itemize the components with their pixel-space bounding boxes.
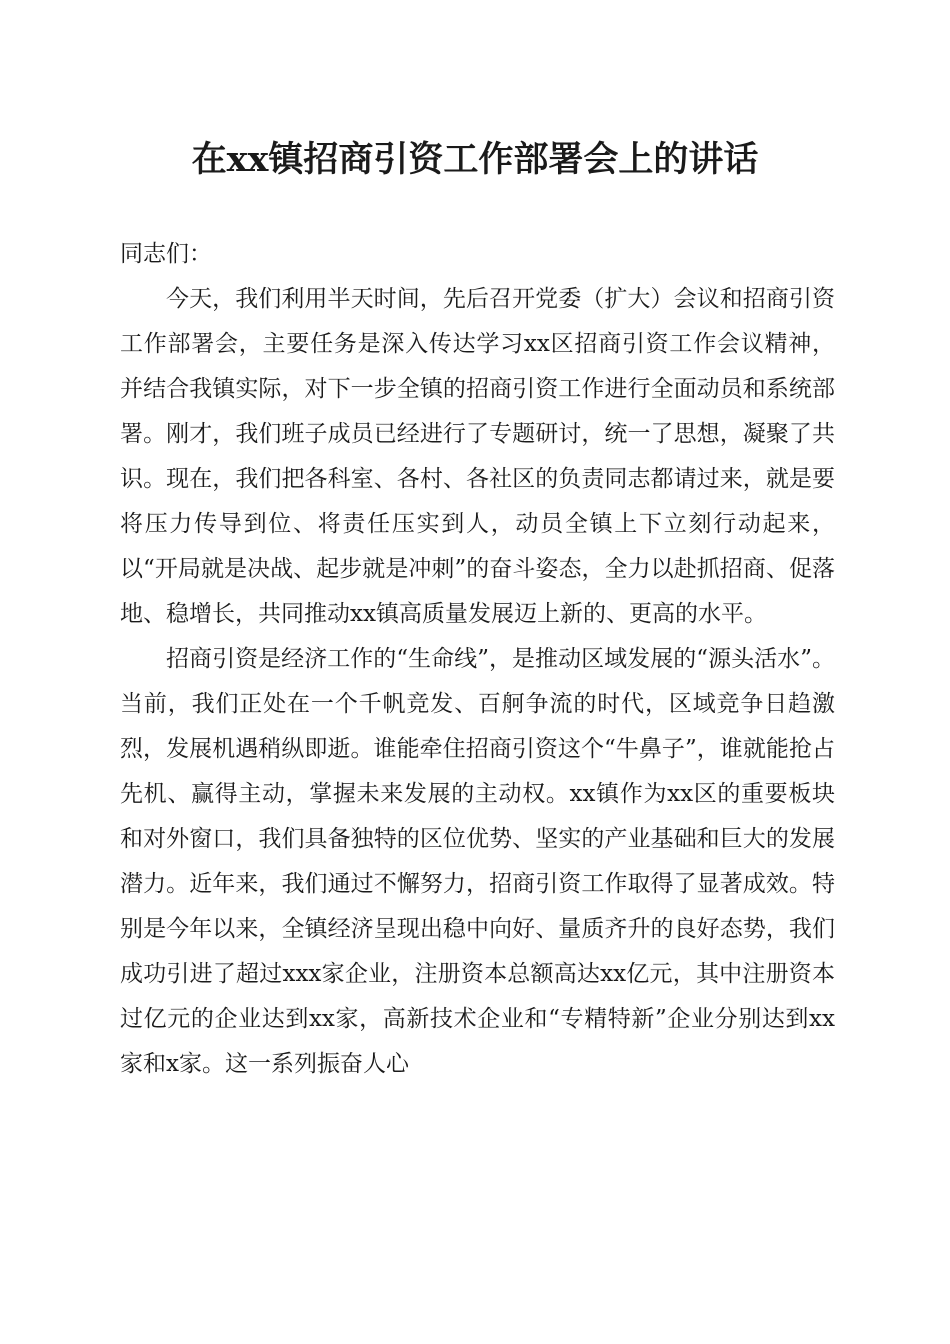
- paragraph: 今天，我们利用半天时间，先后召开党委（扩大）会议和招商引资工作部署会，主要任务是深入传达学习xx区招商引资工作会议精神，并结合我镇实际，对下一步全镇的招商引资工作进行全面动员和系统部署。刚才，我们班子成员已经进行了专题研讨，统一了思想，凝聚了共识。现在，我们把各科室、各村、各社区的负责同志都请过来，就是要将压力传导到位、将责任压实到人，动员全镇上下立刻行动起来，以“开局就是决战、起步就是冲刺”的奋斗姿态，全力以赴抓招商、促落地、稳增长，共同推动xx镇高质量发展迈上新的、更高的水平。: [120, 286, 835, 627]
- document-title: 在xx镇招商引资工作部署会上的讲话: [191, 139, 759, 180]
- paragraph: 招商引资是经济工作的“生命线”，是推动区域发展的“源头活水”。当前，我们正处在一个千帆竞发、百舸争流的时代，区域竞争日趋激烈，发展机遇稍纵即逝。谁能牵住招商引资这个“牛鼻子”，谁就能抢占先机、赢得主动，掌握未来发展的主动权。xx镇作为xx区的重要板块和对外窗口，我们具备独特的区位优势、坚实的产业基础和巨大的发展潜力。近年来，我们通过不懈努力，招商引资工作取得了显著成效。特别是今年以来，全镇经济呈现出稳中向好、量质齐升的良好态势，我们成功引进了超过xxx家企业，注册资本总额高达xx亿元，其中注册资本过亿元的企业达到xx家，高新技术企业和“专精特新”企业分别达到xx家和x家。这一系列振奋人心: [120, 646, 835, 1077]
- salutation: 同志们：: [120, 241, 212, 267]
- document-body: [120, 232, 835, 1087]
